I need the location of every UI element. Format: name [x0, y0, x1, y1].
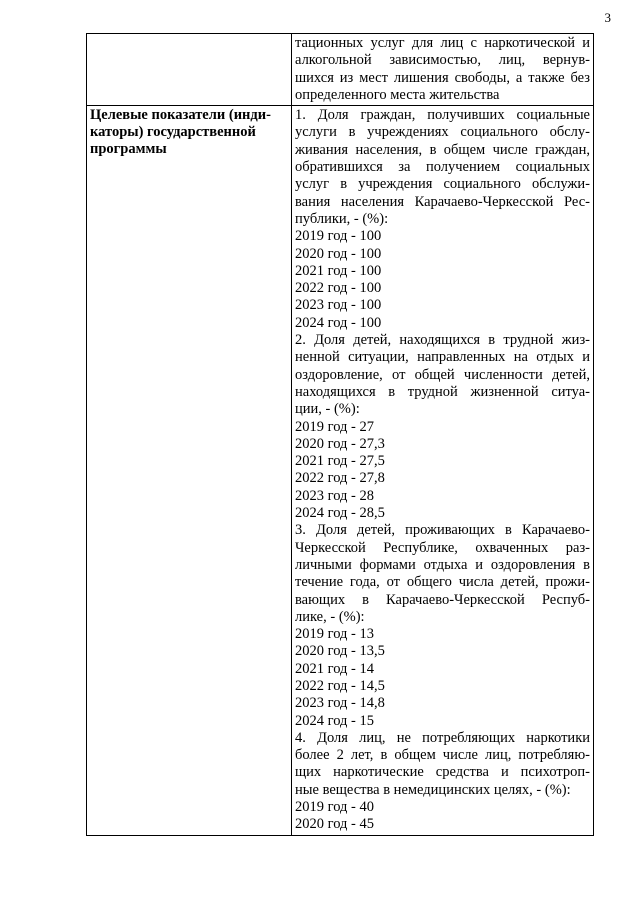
indicator-text-line: находящихся в трудной жизненной ситуа- [295, 383, 590, 400]
indicators-content-cell [292, 106, 594, 835]
indicator-text-line: ные вещества в немедицинских целях, - (%): [295, 781, 571, 798]
indicator-text-line: живания населения, в общем числе граждан, [295, 141, 590, 158]
indicator-year-value: 2020 год - 27,3 [295, 435, 385, 452]
indicator-year-value: 2019 год - 27 [295, 418, 374, 435]
indicator-year-value: 2023 год - 100 [295, 297, 382, 314]
indicator-text-line: более 2 лет, в общем числе лиц, потребляю- [295, 747, 590, 764]
indicator-text-line: 4. Доля лиц, не потребляющих наркотики [295, 729, 590, 746]
indicator-block [295, 522, 590, 730]
indicator-year-value: 2021 год - 100 [295, 262, 382, 279]
indicator-text-line: 1. Доля граждан, получивших социальные [295, 107, 590, 124]
indicator-text-line: щих наркотические средства и психотроп- [295, 764, 590, 781]
indicator-block [295, 107, 590, 332]
indicator-text-line: ненной ситуации, направленных на отдых и [295, 349, 590, 366]
indicator-text-line: публики, - (%): [295, 210, 389, 227]
program-table [86, 33, 594, 836]
indicator-text-line: ции, - (%): [295, 401, 360, 418]
indicator-year-value: 2020 год - 13,5 [295, 643, 385, 660]
indicator-year-value: 2022 год - 100 [295, 280, 382, 297]
text-line: шихся из мест лишения свободы, а также без [295, 69, 590, 86]
indicator-text-line: оздоровление, от общей численности детей, [295, 366, 590, 383]
indicator-year-value: 2024 год - 100 [295, 314, 382, 331]
indicator-year-value: 2020 год - 45 [295, 816, 374, 833]
indicator-block [295, 730, 590, 834]
indicator-text-line: обратившихся за получением социальных [295, 159, 590, 176]
indicator-text-line: услуги в учреждениях социального обслу- [295, 124, 590, 141]
label-line: Целевые показатели (инди- [90, 107, 271, 124]
table-row [87, 34, 594, 106]
text-line: тационных услуг для лиц с наркотической и [295, 35, 590, 51]
indicator-year-value: 2021 год - 14 [295, 660, 374, 677]
indicator-text-line: 3. Доля детей, проживающих в Карачаево- [295, 522, 590, 539]
text-line: определенного места жительства [295, 86, 500, 103]
indicator-text-line: личными формами отдыха и оздоровления в [295, 556, 590, 573]
indicators-label-cell [87, 106, 292, 835]
indicator-text-line: вания населения Карачаево-Черкесской Рес- [295, 193, 590, 210]
label-line: программы [90, 141, 167, 158]
indicator-text-line: 2. Доля детей, находящихся в трудной жиз- [295, 332, 590, 349]
text-line: алкогольной зависимостью, лиц, вернув- [295, 52, 590, 69]
indicator-year-value: 2023 год - 28 [295, 487, 374, 504]
table-row [87, 106, 594, 835]
indicator-block [295, 332, 590, 522]
indicator-text-line: услуг в учреждения социального обслужи- [295, 176, 590, 193]
indicator-text-line: течение года, от общего числа детей, прожи- [295, 574, 590, 591]
indicator-year-value: 2022 год - 27,8 [295, 470, 385, 487]
indicator-year-value: 2019 год - 100 [295, 228, 382, 245]
indicator-year-value: 2019 год - 13 [295, 626, 374, 643]
indicator-text-line: лике, - (%): [295, 608, 365, 625]
row-label-cell [87, 34, 292, 106]
indicator-text-line: вающих в Карачаево-Черкесской Респуб- [295, 591, 590, 608]
indicator-text-line: Черкесской Республике, охваченных раз- [295, 539, 590, 556]
indicator-year-value: 2024 год - 28,5 [295, 505, 385, 522]
indicator-year-value: 2023 год - 14,8 [295, 695, 385, 712]
indicator-year-value: 2020 год - 100 [295, 245, 382, 262]
label-line: каторы) государственной [90, 124, 256, 141]
page-number: 3 [604, 10, 611, 25]
indicator-year-value: 2024 год - 15 [295, 712, 374, 729]
indicator-year-value: 2022 год - 14,5 [295, 677, 385, 694]
row-content-cell [292, 34, 594, 106]
indicator-year-value: 2019 год - 40 [295, 799, 374, 816]
indicator-year-value: 2021 год - 27,5 [295, 453, 385, 470]
